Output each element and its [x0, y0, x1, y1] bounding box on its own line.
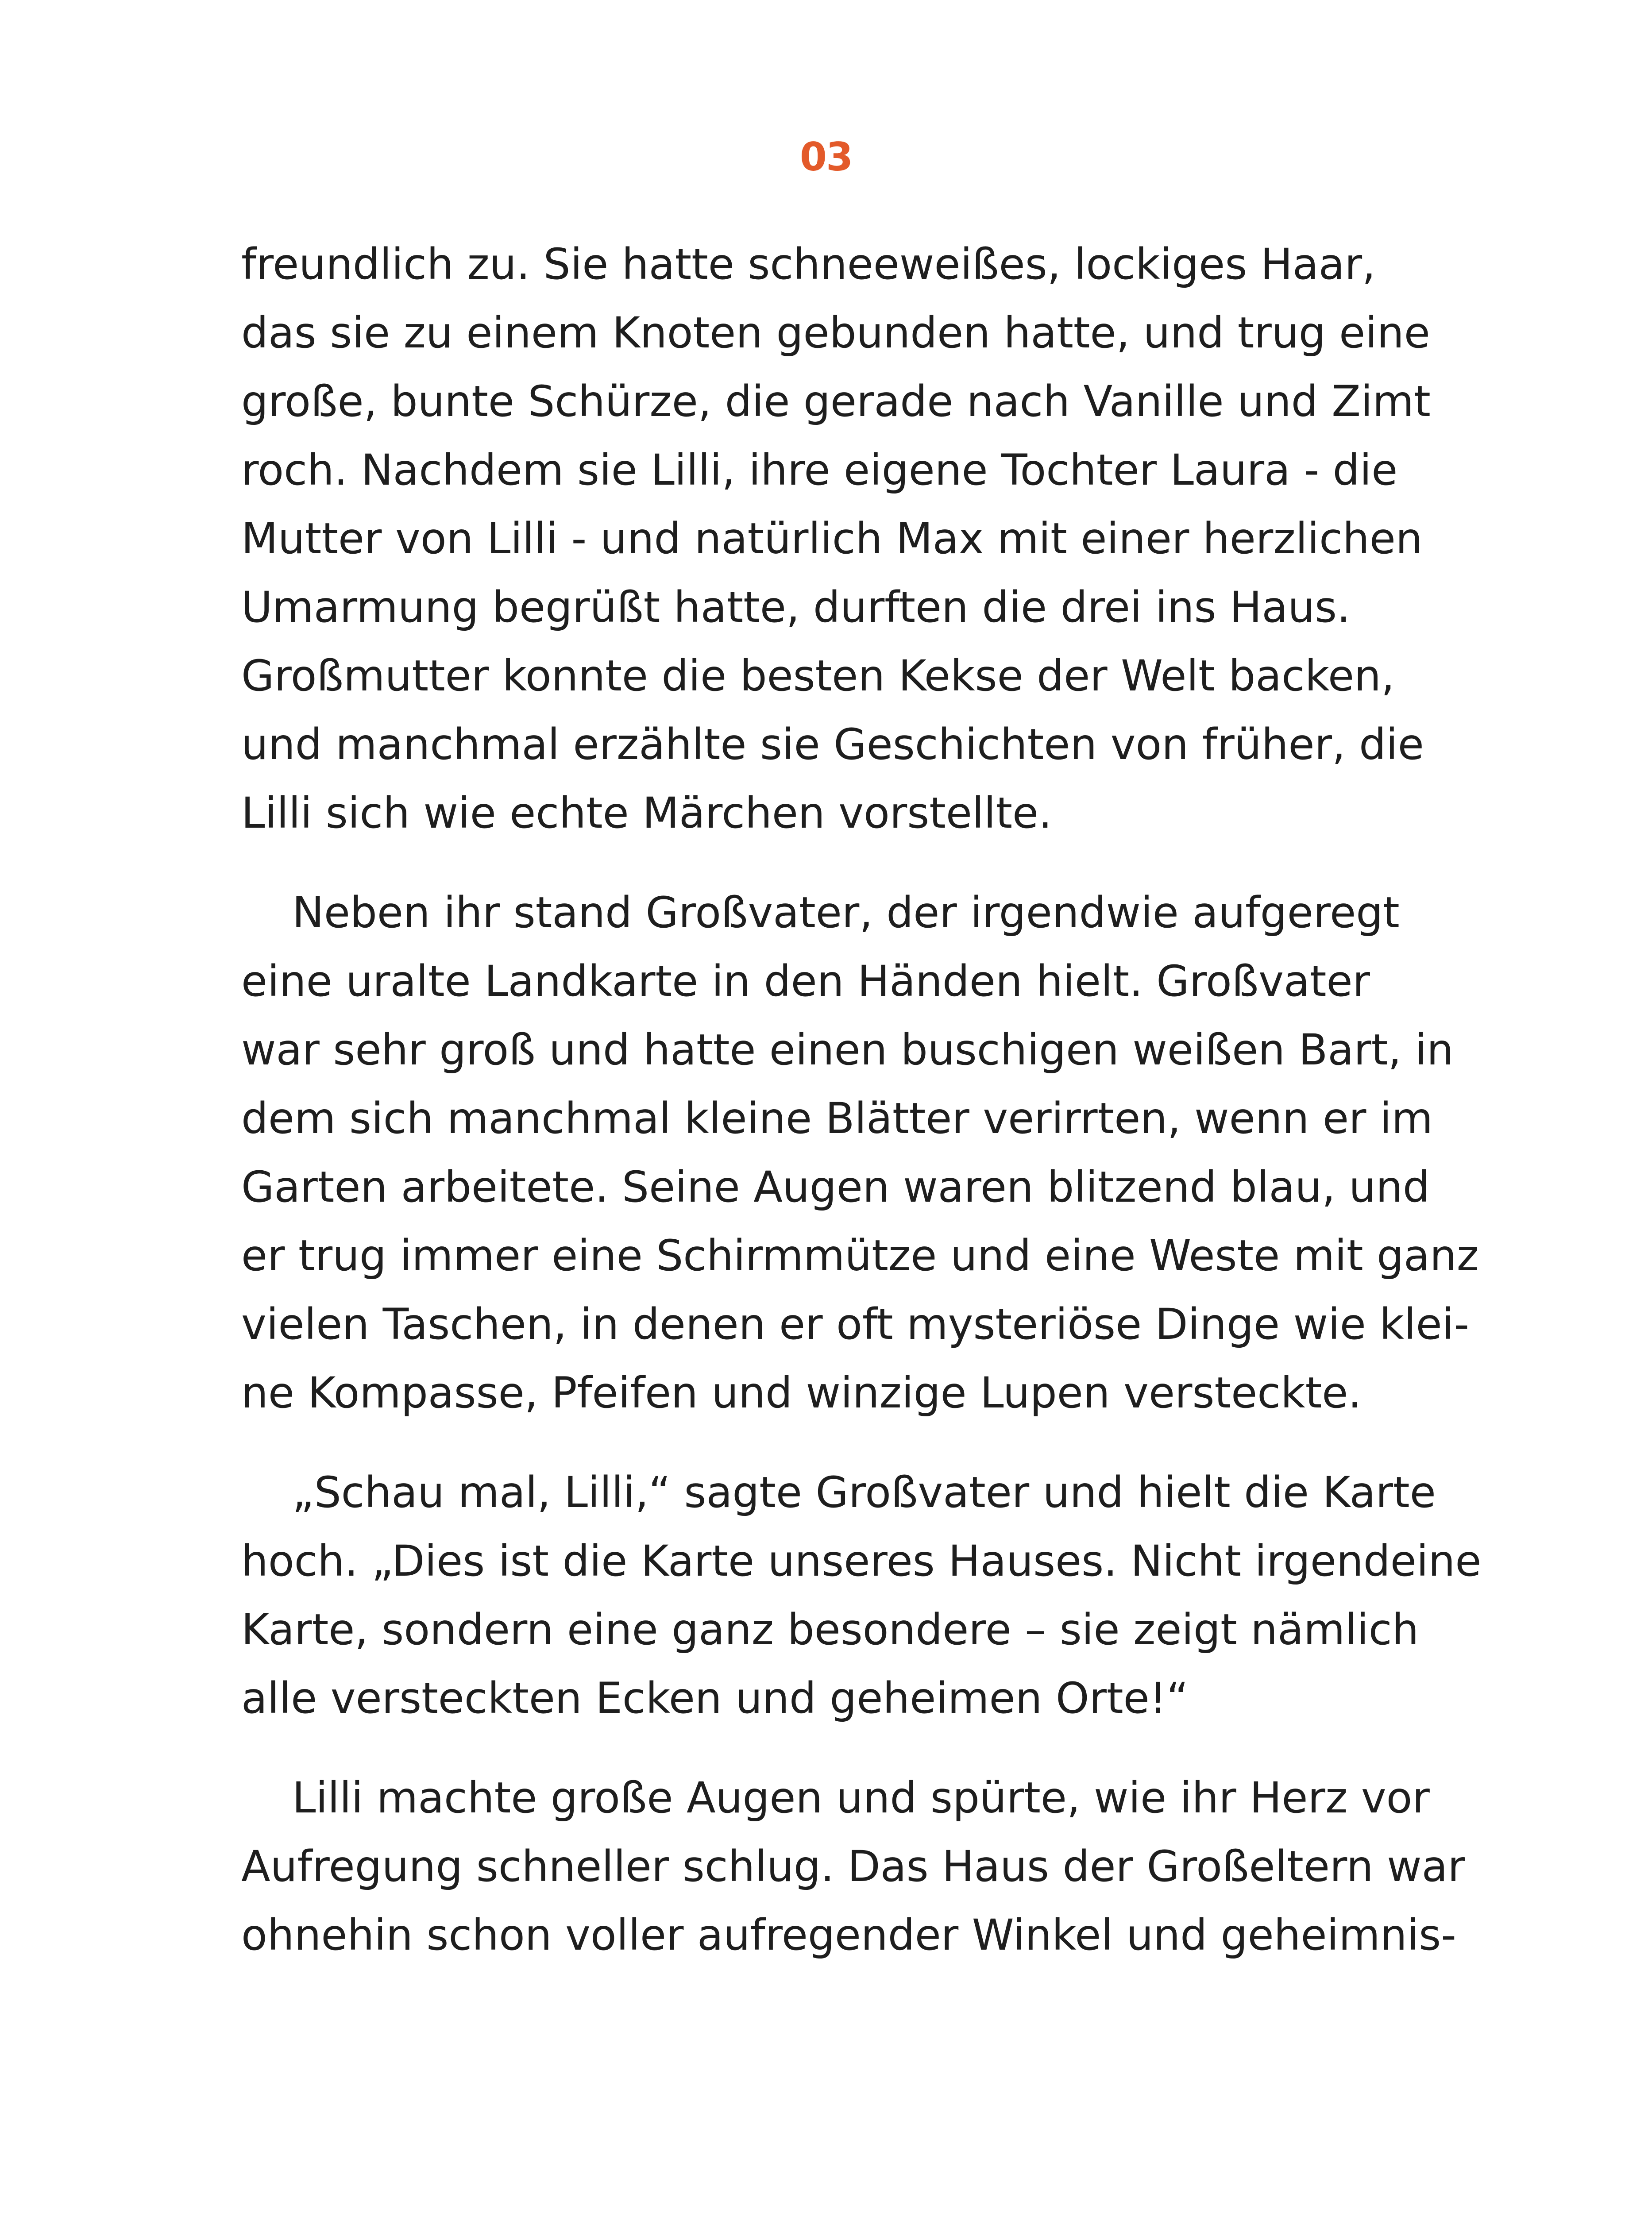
- page-number: 03: [799, 134, 853, 180]
- text-line: Mutter von Lilli - und natürlich Max mit einer herzlichen: [241, 514, 1423, 563]
- text-line: Garten arbeitete. Seine Augen waren blitzend blau, und: [241, 1162, 1430, 1212]
- paragraph-2: [241, 879, 1479, 1427]
- text-line: große, bunte Schürze, die gerade nach Vanille und Zimt: [241, 377, 1431, 426]
- body-text: [241, 230, 1482, 2001]
- text-line: ohnehin schon voller aufregender Winkel und geheimnis-: [241, 1910, 1456, 1960]
- text-line: dem sich manchmal kleine Blätter verirrten, wenn er im: [241, 1094, 1433, 1143]
- text-line: eine uralte Landkarte in den Händen hielt. Großvater: [241, 956, 1370, 1006]
- text-line: Lilli sich wie echte Märchen vorstellte.: [241, 788, 1052, 838]
- paragraph-1: [241, 230, 1472, 848]
- text-line: Großmutter konnte die besten Kekse der Welt backen,: [241, 651, 1395, 701]
- text-line: hoch. „Dies ist die Karte unseres Hauses. Nicht irgendeine: [241, 1536, 1482, 1586]
- text-line: war sehr groß und hatte einen buschigen weißen Bart, in: [241, 1025, 1454, 1075]
- text-line: alle versteckten Ecken und geheimen Orte!“: [241, 1673, 1189, 1723]
- text-line: Aufregung schneller schlug. Das Haus der Großeltern war: [241, 1842, 1465, 1891]
- text-line: und manchmal erzählte sie Geschichten von früher, die: [241, 720, 1424, 769]
- paragraph-4: [241, 1764, 1472, 1970]
- text-line: vielen Taschen, in denen er oft mysteriöse Dinge wie klei-: [241, 1299, 1470, 1349]
- text-line: das sie zu einem Knoten gebunden hatte, und trug eine: [241, 308, 1430, 358]
- paragraph-3: [241, 1458, 1482, 1733]
- text-line: Karte, sondern eine ganz besondere – sie zeigt nämlich: [241, 1605, 1419, 1654]
- text-line: Lilli machte große Augen und spürte, wie ihr Herz vor: [292, 1773, 1430, 1823]
- text-line: Neben ihr stand Großvater, der irgendwie aufgeregt: [292, 888, 1400, 937]
- text-line: Umarmung begrüßt hatte, durften die drei ins Haus.: [241, 582, 1351, 632]
- text-line: er trug immer eine Schirmmütze und eine Weste mit ganz: [241, 1231, 1479, 1280]
- text-line: roch. Nachdem sie Lilli, ihre eigene Tochter Laura - die: [241, 445, 1398, 495]
- text-line: „Schau mal, Lilli,“ sagte Großvater und hielt die Karte: [292, 1468, 1436, 1517]
- text-line: freundlich zu. Sie hatte schneeweißes, lockiges Haar,: [241, 239, 1376, 289]
- text-line: ne Kompasse, Pfeifen und winzige Lupen versteckte.: [241, 1368, 1362, 1418]
